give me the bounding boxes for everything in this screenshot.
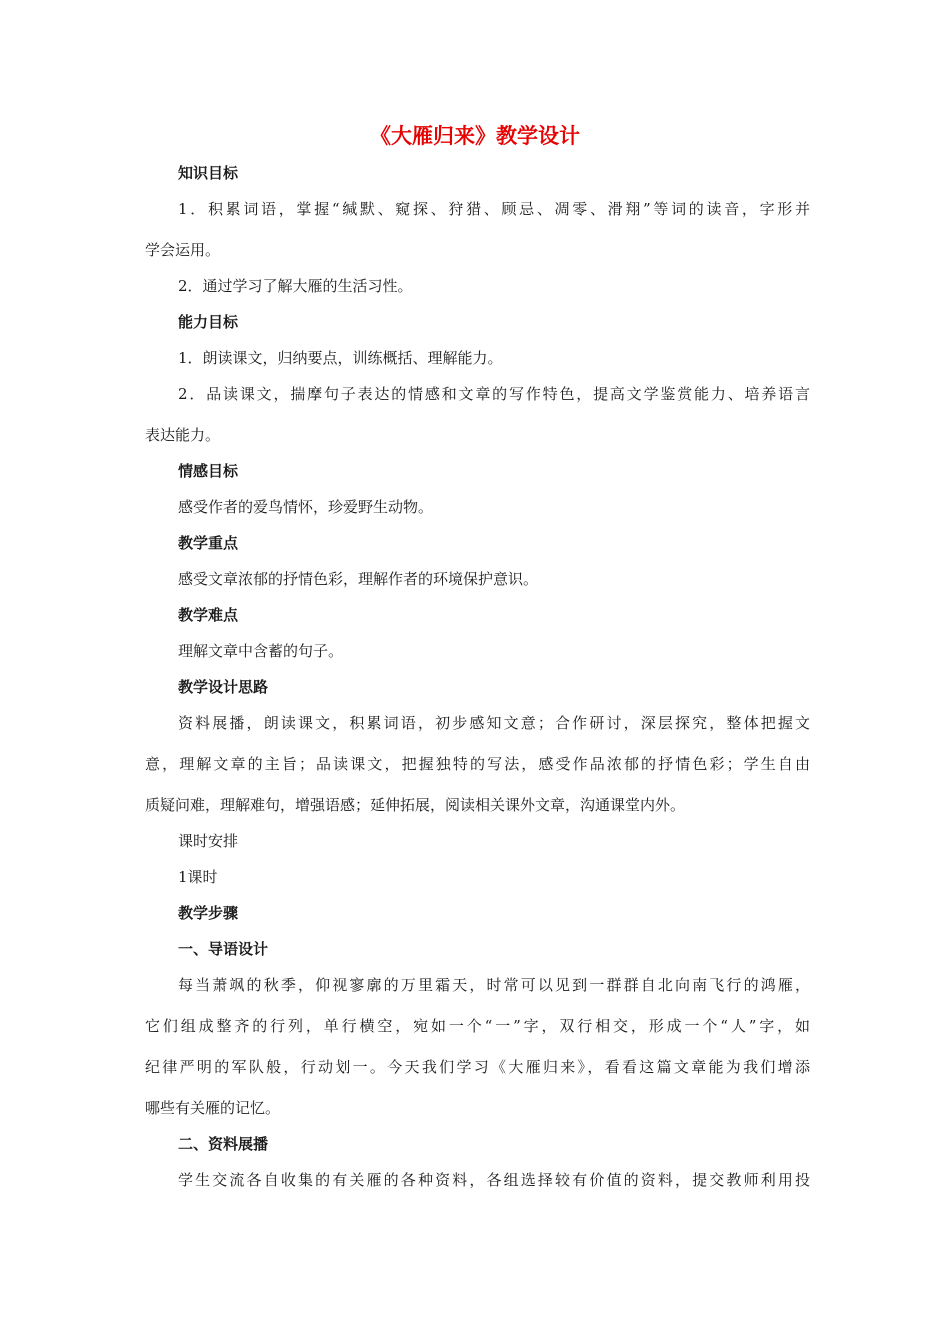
emotion-goal-text: 感受作者的爱鸟情怀，珍爱野生动物。 [178,498,434,516]
design-idea-line-3: 质疑问难，理解难句，增强语感；延伸拓展，阅读相关课外文章，沟通课堂内外。 [145,796,686,814]
step-1-line-4: 哪些有关雁的记忆。 [145,1099,281,1117]
knowledge-goal-heading: 知识目标 [178,164,239,182]
ability-goal-item-1: 1．朗读课文，归纳要点，训练概括、理解能力。 [178,349,503,367]
schedule-heading: 课时安排 [178,832,239,850]
step-1-line-2: 它们组成整齐的行列，单行横空，宛如一个“一”字，双行相交，形成一个“人”字，如 [145,1017,810,1035]
document-title: 《大雁归来》教学设计 [370,124,580,148]
knowledge-goal-item-1: 1．积累词语，掌握“缄默、窥探、狩猎、顾忌、凋零、滑翔”等词的读音，字形并 [178,200,810,218]
emotion-goal-heading: 情感目标 [178,462,239,480]
design-idea-line-2: 意，理解文章的主旨；品读课文，把握独特的写法，感受作品浓郁的抒情色彩；学生自由 [145,755,810,773]
knowledge-goal-item-1-cont: 学会运用。 [145,241,221,259]
ability-goal-heading: 能力目标 [178,313,239,331]
step-2-heading: 二、资料展播 [178,1135,269,1153]
knowledge-goal-item-2: 2．通过学习了解大雁的生活习性。 [178,277,413,295]
schedule-text: 1课时 [178,868,218,886]
step-1-line-1: 每当萧飒的秋季，仰视寥廓的万里霜天，时常可以见到一群群自北向南飞行的鸿雁， [178,976,810,994]
teaching-difficulty-text: 理解文章中含蓄的句子。 [178,642,344,660]
design-idea-line-1: 资料展播，朗读课文，积累词语，初步感知文意；合作研讨，深层探究，整体把握文 [178,714,810,732]
teaching-difficulty-heading: 教学难点 [178,606,239,624]
teaching-key-point-heading: 教学重点 [178,534,239,552]
ability-goal-item-2: 2．品读课文，揣摩句子表达的情感和文章的写作特色，提高文学鉴赏能力、培养语言 [178,385,810,403]
teaching-key-point-text: 感受文章浓郁的抒情色彩，理解作者的环境保护意识。 [178,570,539,588]
step-1-heading: 一、导语设计 [178,940,269,958]
design-idea-heading: 教学设计思路 [178,678,269,696]
step-1-line-3: 纪律严明的军队般，行动划一。今天我们学习《大雁归来》，看看这篇文章能为我们增添 [145,1058,810,1076]
ability-goal-item-2-cont: 表达能力。 [145,426,221,444]
step-2-line-1: 学生交流各自收集的有关雁的各种资料，各组选择较有价值的资料，提交教师利用投 [178,1171,810,1189]
teaching-steps-heading: 教学步骤 [178,904,239,922]
